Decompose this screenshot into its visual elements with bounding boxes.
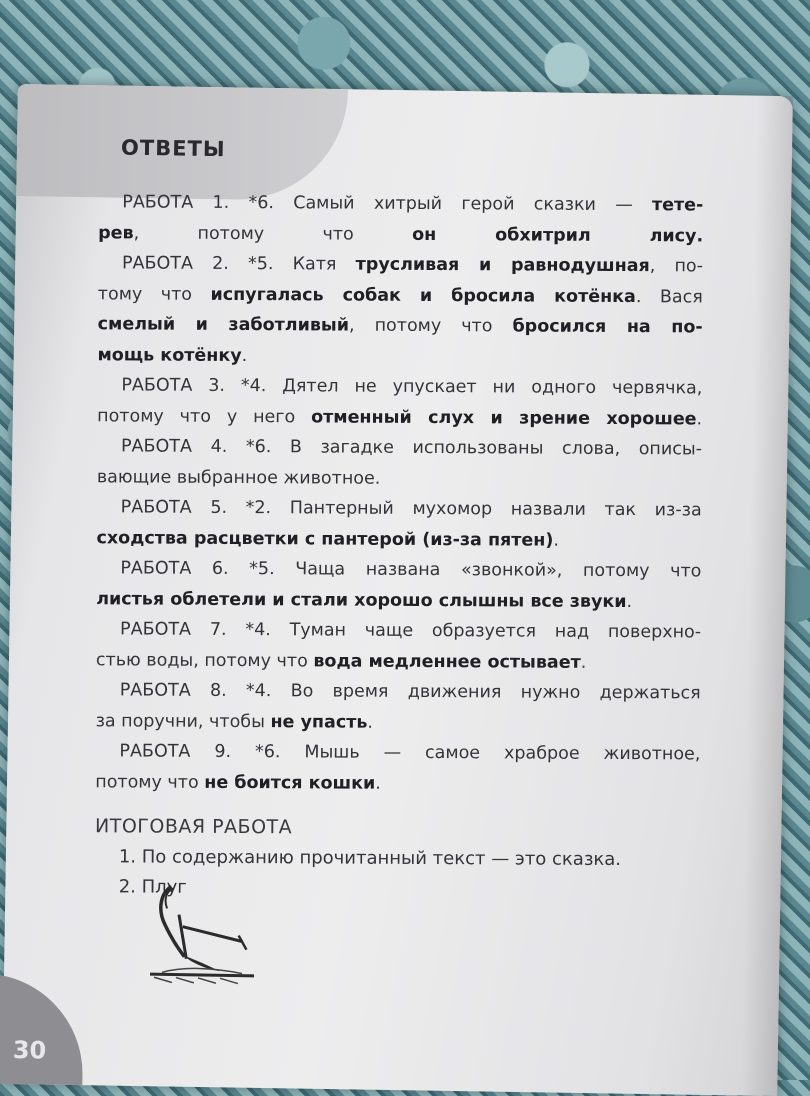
answer-line: [95, 767, 700, 801]
answer-text: РАБОТА 8. *4. Во время движения нужно держаться: [119, 680, 701, 704]
final-item-2: 2. Плуг: [118, 876, 187, 898]
answer-highlight: сходства расцветки с пантерой (из-за пятен): [96, 527, 554, 551]
answer-text: потому что у него: [97, 405, 312, 427]
answer-text: за поручни, чтобы: [95, 710, 271, 732]
answer-text: .: [375, 773, 381, 794]
answer-line: [97, 431, 702, 465]
answer-highlight: не упасть: [270, 711, 368, 733]
answer-line: [96, 706, 701, 740]
answer-text: потому что: [95, 771, 205, 793]
answer-line: [98, 309, 703, 343]
answer-text: .: [553, 530, 560, 551]
answer-line: [97, 492, 702, 526]
answer-text: РАБОТА 1. *6. Самый хитрый герой сказки —: [122, 192, 653, 216]
plough-illustration: [142, 878, 264, 990]
answer-text: .: [696, 408, 703, 429]
answer-text: , потому что: [349, 315, 513, 337]
answer-line: [97, 370, 702, 404]
answer-line: [96, 553, 701, 587]
answer-line: [96, 675, 701, 709]
final-work-title: ИТОГОВАЯ РАБОТА: [94, 815, 293, 839]
answer-line: [98, 248, 703, 282]
answer-highlight: тете-: [651, 195, 704, 216]
answer-text: РАБОТА 5. *2. Пантерный мухомор назвали так из-за: [120, 497, 702, 521]
answer-text: РАБОТА 2. *5. Катя: [121, 253, 356, 275]
answer-text: .: [367, 712, 374, 733]
answer-highlight: испугалась собак и бросила котёнка: [210, 284, 636, 307]
answer-line: [97, 462, 702, 496]
page-corner: [0, 973, 84, 1085]
answer-highlight: он обхитрил лису.: [412, 224, 704, 246]
answer-text: РАБОТА 3. *4. Дятел не упускает ни одного червячка,: [121, 375, 703, 399]
answer-highlight: мощь котёнку: [97, 344, 242, 366]
answer-lines: [95, 187, 703, 800]
answer-line: [98, 218, 703, 252]
answer-text: РАБОТА 9. *6. Мышь — самое храброе животное,: [119, 741, 701, 765]
answer-text: тому что: [97, 283, 211, 305]
answer-highlight: трусливая и равнодушная: [355, 254, 650, 277]
answer-highlight: вода медленнее остывает: [313, 650, 581, 673]
answer-line: [97, 401, 702, 435]
answer-text: .: [580, 652, 587, 673]
answer-text: , потому что: [133, 222, 413, 245]
page-number: 30: [12, 1036, 47, 1065]
answer-text: стью воды, потому что: [95, 649, 314, 671]
answer-text: РАБОТА 7. *4. Туман чаще образуется над поверхно-: [120, 619, 702, 643]
answer-line: [95, 736, 700, 770]
answer-text: .: [241, 345, 248, 366]
section-title: ОТВЕТЫ: [120, 135, 226, 162]
answer-text: . Вася: [635, 286, 703, 307]
answer-text: РАБОТА 4. *6. В загадке использованы слова, описы-: [120, 436, 703, 460]
final-item-1: 1. По содержанию прочитанный текст — это сказка.: [118, 845, 622, 870]
answer-line: [96, 645, 701, 679]
answers-text: [95, 187, 704, 906]
answer-line: [97, 340, 702, 374]
answer-text: вающие выбранное животное.: [96, 466, 381, 489]
answer-text: , по-: [649, 256, 704, 277]
answer-highlight: рев: [98, 222, 134, 243]
answer-highlight: бросился на по-: [512, 316, 703, 338]
answer-highlight: отменный слух и зрение хорошее: [311, 406, 697, 429]
answer-line: [98, 187, 703, 221]
answer-line: [96, 614, 701, 648]
answer-text: РАБОТА 6. *5. Чаща названа «звонкой», потому что: [120, 558, 702, 582]
answer-line: [96, 523, 701, 557]
answer-highlight: не боится кошки: [204, 772, 376, 794]
answer-highlight: смелый и заботливый: [97, 314, 350, 336]
answer-text: .: [626, 591, 633, 612]
answer-line: [96, 584, 701, 618]
book-page: [2, 84, 793, 1096]
answer-highlight: листья облетели и стали хорошо слышны все звуки: [96, 588, 627, 612]
answer-line: [98, 279, 703, 313]
